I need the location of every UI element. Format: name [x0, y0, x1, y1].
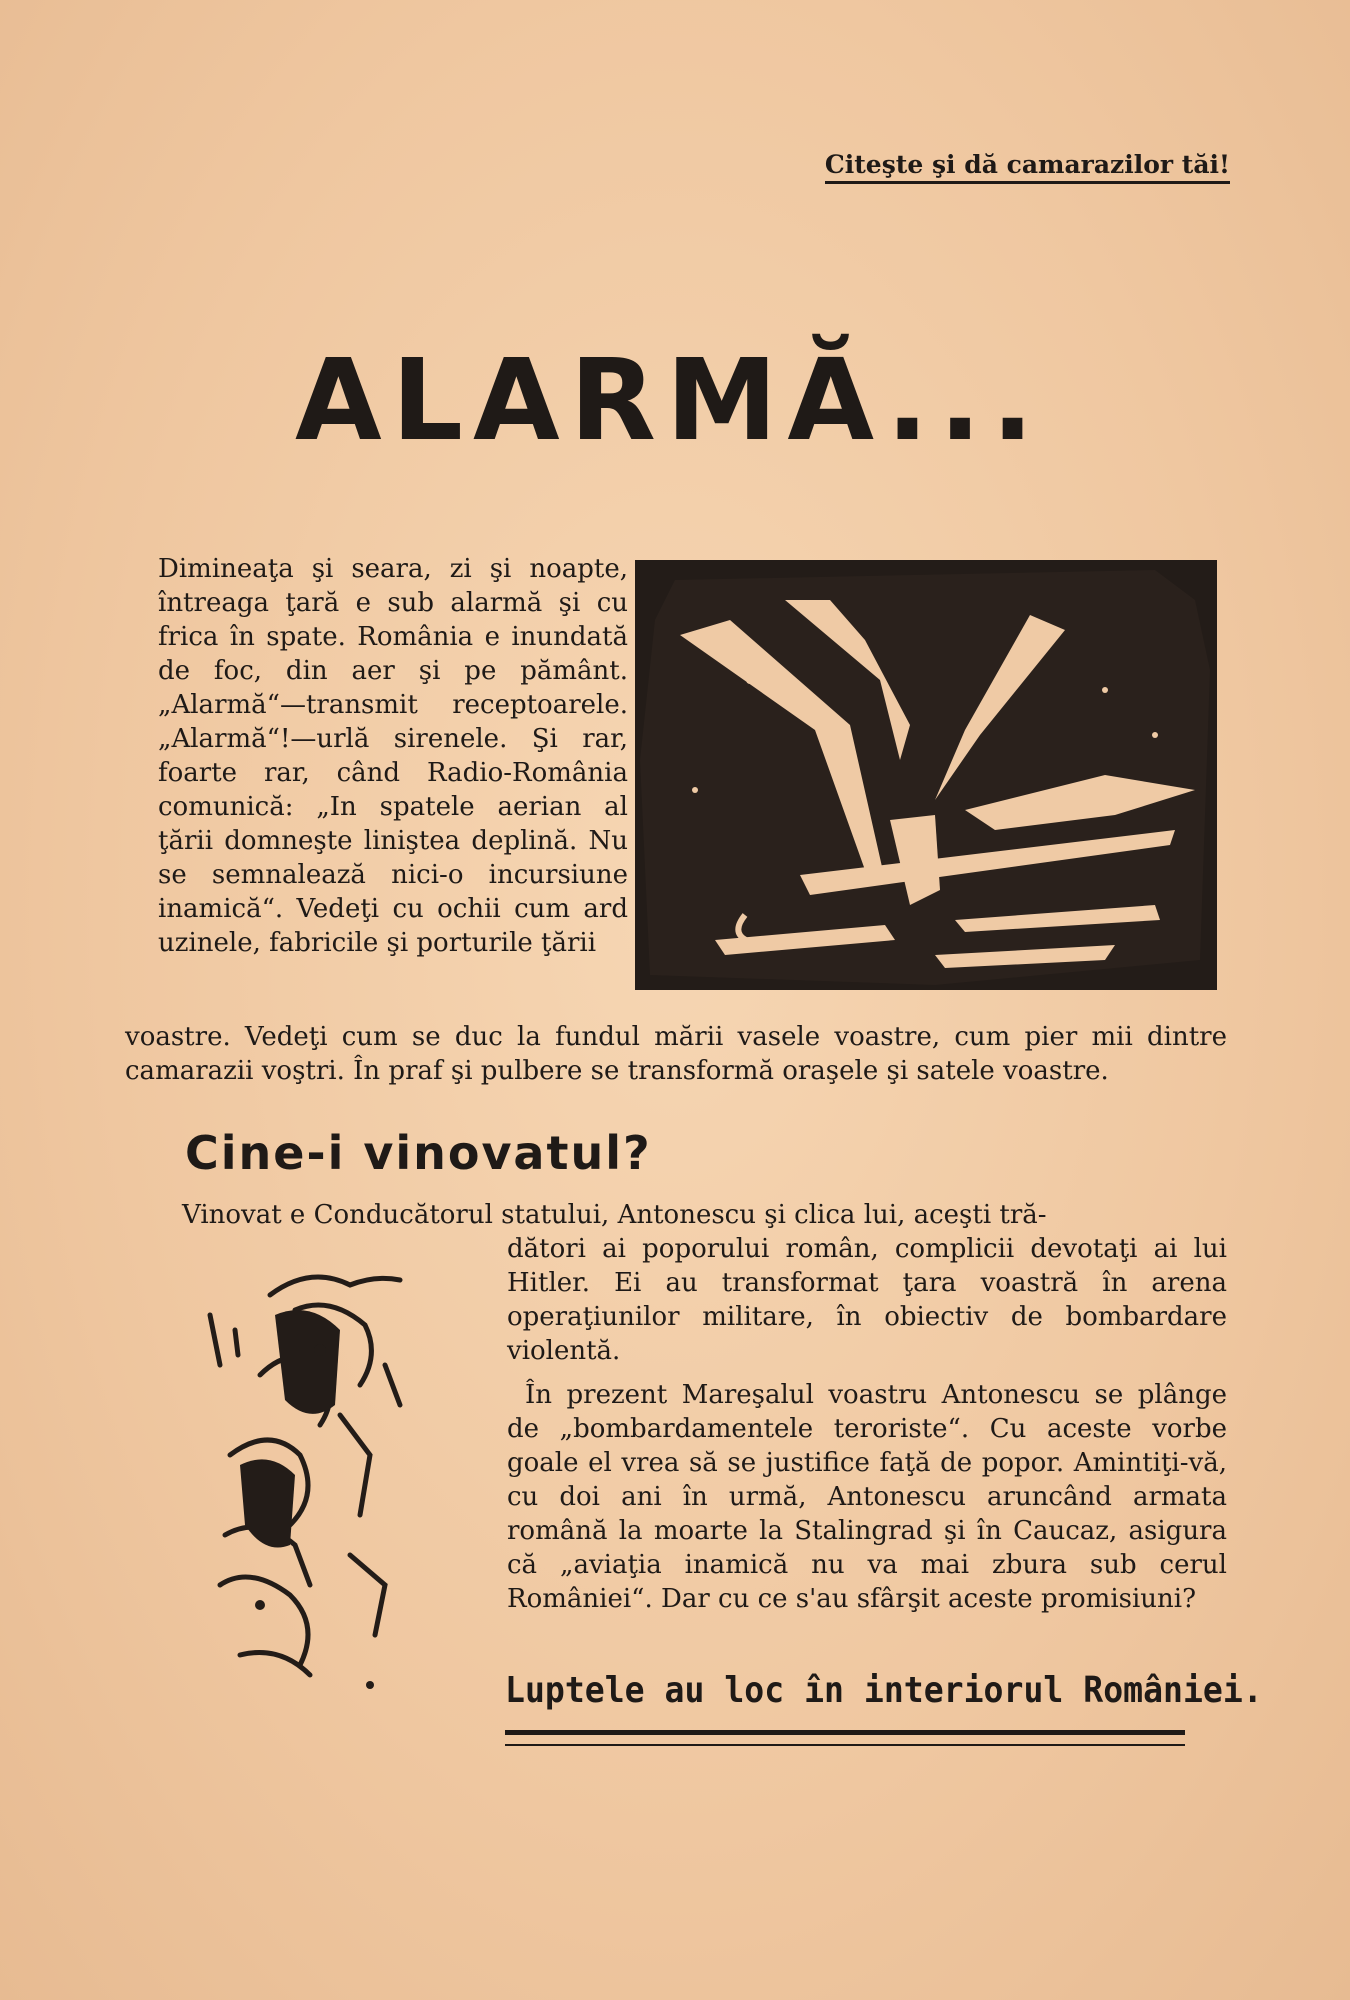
closing-underline	[505, 1730, 1185, 1746]
explosion-woodcut-image	[635, 560, 1217, 990]
intro-paragraph-continuation: voastre. Vedeţi cum se duc la fundul mării vasele voastre, cum pier mii dintre camarazii voştri. În praf şi pulbere se transformă oraşele şi satele voastre.	[125, 1022, 1227, 1086]
closing-slogan: Luptele au loc în interiorul României.	[505, 1670, 1263, 1711]
page-title: ALARMĂ...	[295, 336, 1044, 466]
section-heading: Cine-i vinovatul?	[185, 1126, 652, 1180]
blame-paragraph: dători ai poporului român, complicii devotaţi ai lui Hitler. Ei au transformat ţara voastră în arena operaţiunilor militare, în obiectiv de bombardare violentă.	[507, 1234, 1227, 1366]
soldiers-icon	[200, 1255, 415, 1725]
header-tagline: Citeşte şi dă camarazilor tăi!	[825, 150, 1230, 184]
soldiers-sketch-image	[200, 1255, 415, 1725]
blame-paragraph-first-line: Vinovat e Conducătorul statului, Antonescu şi clica lui, aceşti tră-	[182, 1200, 1047, 1230]
marshal-paragraph: În prezent Mareşalul voastru Antonescu se plânge de „bombardamentele teroriste“. Cu aceste vorbe goale el vrea să se justifice faţă de popor. Amintiţi-vă, cu doi ani în urmă, Antonescu aruncând armata română la moarte la Stalingrad şi în Caucaz, asigura că „aviaţia inamică nu va mai zbura sub cerul României“. Dar cu ce s'au sfârşit aceste promisiuni?	[507, 1380, 1227, 1614]
intro-paragraph: Dimineaţa şi seara, zi şi noapte, întreaga ţară e sub alarmă şi cu frica în spate. România e inundată de foc, din aer şi pe pământ. „Alarmă“—transmit receptoarele. „Alarmă“!—urlă sirenele. Şi rar, foarte rar, când Radio-România comunică: „In spatele aerian al ţării domneşte liniştea deplină. Nu se semnalează nici-o incursiune inamică“. Vedeţi cu ochii cum ard uzinele, fabricile şi porturile ţării	[158, 554, 628, 958]
explosion-icon	[635, 560, 1217, 990]
